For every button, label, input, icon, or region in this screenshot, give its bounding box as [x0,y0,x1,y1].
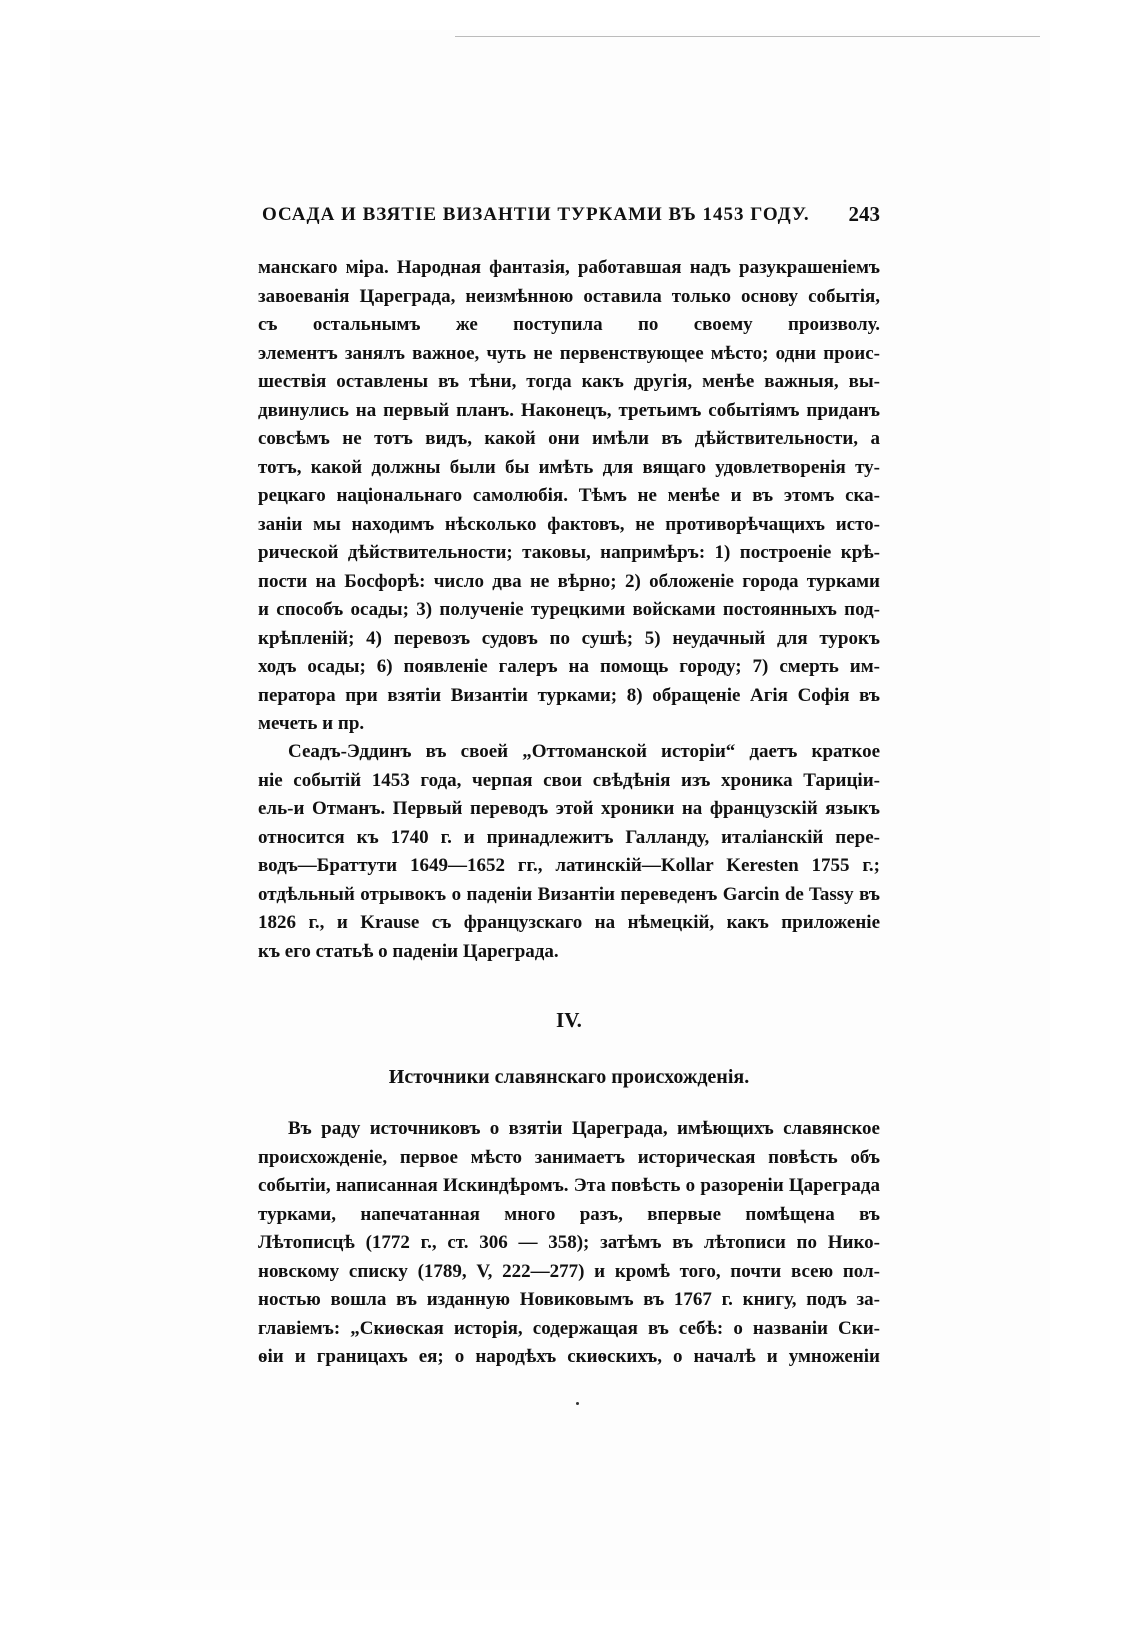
text-line: турками, напечатанная много разъ, впервые помѣщена въ [258,1203,880,1225]
text-line: совсѣмъ не тотъ видъ, какой они имѣли въ дѣйствительности, а [258,428,880,449]
text-line: мечеть и пр. [258,713,365,734]
text-line: происхожденіе, первое мѣсто занимаетъ историческая повѣсть объ [258,1146,880,1168]
text-line: манскаго міра. Народная фантазія, работавшая надъ разукрашеніемъ [258,257,880,278]
text-line: ніе событій 1453 года, черпая свои свѣдѣнія изъ хроника Тарицiи- [258,769,880,791]
text-line: элементъ занялъ важное, чуть не первенствующее мѣсто; одни проис- [258,342,880,364]
paragraph-1 [258,254,880,739]
text-line: заніи мы находимъ нѣсколько фактовъ, не противорѣчащихъ исто- [258,513,880,535]
text-line: относится къ 1740 г. и принадлежитъ Галланду, италіанскій пере- [258,826,880,848]
text-line: ператора при взятіи Византіи турками; 8) обращеніе Агія Софія въ [258,684,880,706]
ink-speck [576,1402,579,1405]
text-line: ель-и Отманъ. Первый переводъ этой хроники на французскій языкъ [258,798,880,819]
text-line: шествія оставлены въ тѣни, тогда какъ другія, менѣе важныя, вы- [258,371,880,392]
text-line: новскому списку (1789, V, 222—277) и кромѣ того, почти всею пол- [258,1260,880,1282]
text-line: тотъ, какой должны были бы имѣть для вящаго удовлетворенія ту- [258,456,880,478]
top-rule [455,36,1040,37]
running-header [258,204,880,234]
section-title: Источники славянскаго происхожденія. [388,1066,750,1088]
page-number: 243 [848,202,880,226]
text-line: ѳіи и границахъ ея; о народѣхъ скиѳскихъ, о началѣ и умноженіи [258,1346,880,1367]
text-line: двинулись на первый планъ. Наконецъ, третьимъ событіямъ приданъ [258,399,880,421]
text-line: къ его статьѣ о паденіи Цареграда. [258,940,559,962]
text-line: съ остальнымъ же поступила по своему произволу. [258,314,880,335]
text-line: главіемъ: „Скиѳская исторія, содержащая въ себѣ: о названіи Ски- [258,1317,880,1339]
text-line: Сеадъ-Эддинъ въ своей „Оттоманской исторіи“ даетъ краткое [288,741,880,762]
paragraph-3 [258,1115,880,1372]
text-line: Въ раду источниковъ о взятіи Цареграда, имѣющихъ славянское [288,1118,880,1139]
paragraph-2 [258,738,880,966]
text-line: крѣпленій; 4) перевозъ судовъ по сушѣ; 5) неудачный для турокъ [258,627,880,649]
text-line: отдѣльный отрывокъ о паденіи Византіи переведенъ Garcin de Tassy въ [258,883,880,905]
text-line: рической дѣйствительности; таковы, напримѣръ: 1) построеніе крѣ- [258,542,880,563]
text-line: 1826 г., и Krause съ французскаго на нѣмецкій, какъ приложеніе [258,912,880,933]
running-title: ОСАДА И ВЗЯТІЕ ВИЗАНТІИ ТУРКАМИ ВЪ 1453 ГОДУ. [262,204,810,225]
text-line: водъ—Браттути 1649—1652 гг., латинскій—Kollar Keresten 1755 г.; [258,855,880,876]
text-line: ностью вошла въ изданную Новиковымъ въ 1767 г. книгу, подъ за- [258,1289,880,1310]
section-number: IV. [556,1008,582,1032]
text-line: завоеванія Цареграда, неизмѣнною оставила только основу событія, [258,285,880,307]
text-line: и способъ осады; 3) полученіе турецкими войсками постоянныхъ под- [258,599,880,620]
text-line: событіи, написанная Искиндѣромъ. Эта повѣсть о разореніи Цареграда [258,1175,880,1196]
text-line: ходъ осады; 6) появленіе галеръ на помощь городу; 7) смерть им- [258,656,880,677]
text-line: пости на Босфорѣ: число два не вѣрно; 2) обложеніе города турками [258,570,880,592]
text-line: рецкаго національнаго самолюбія. Тѣмъ не менѣе и въ этомъ ска- [258,485,880,506]
text-line: Лѣтописцѣ (1772 г., ст. 306 — 358); затѣмъ въ лѣтописи по Нико- [258,1232,880,1253]
